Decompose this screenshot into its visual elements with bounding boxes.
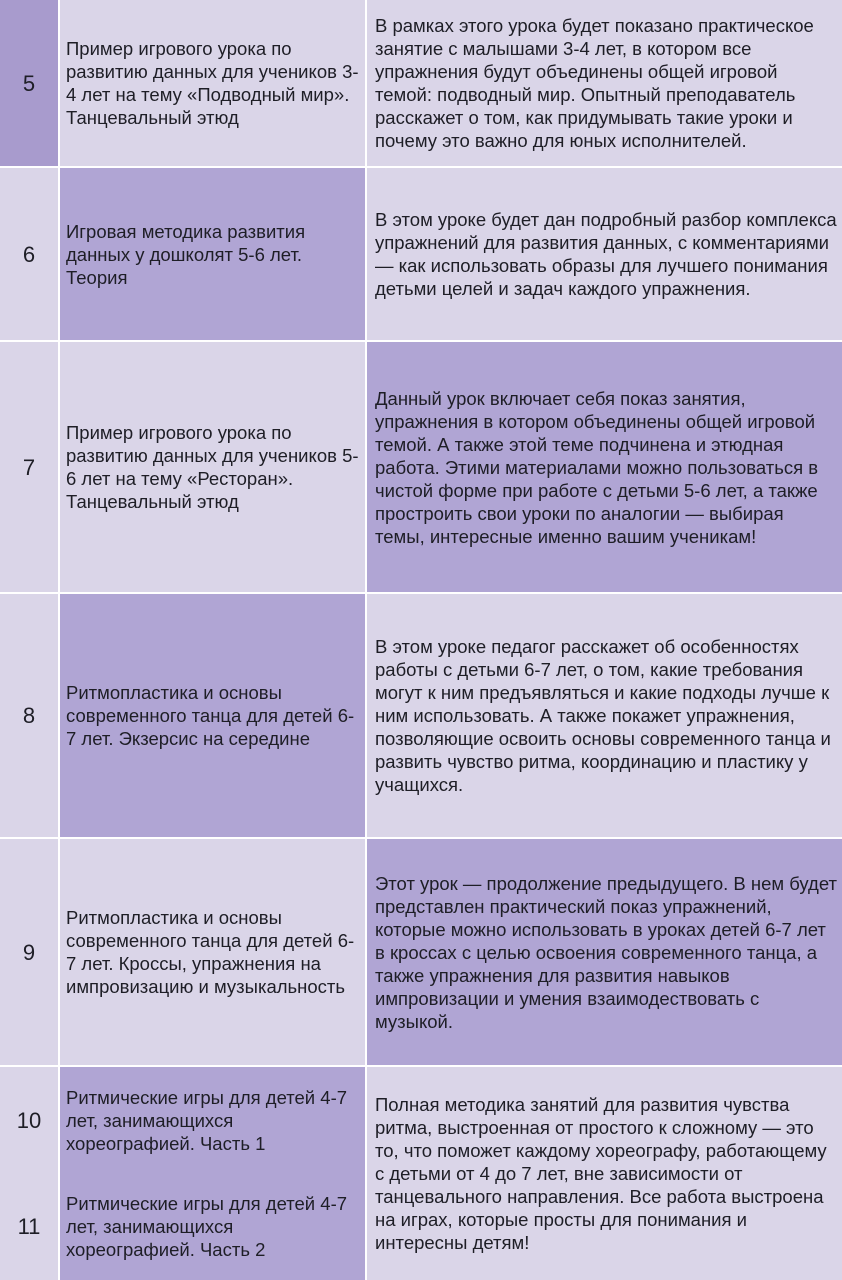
lesson-description-5: В рамках этого урока будет показано практическое занятие с малышами 3-4 лет, в котором все упражнения будут объединены общей игровой темой: подводный мир. Опытный преподаватель расскажет о том, как придумывать такие уроки и почему это важно для юных исполнителей. — [367, 0, 842, 166]
lesson-number-7: 7 — [0, 342, 58, 592]
lesson-description-10-11: Полная методика занятий для развития чувства ритма, выстроенная от простого к сложному — это то, что поможет каждому хореографу, работающему с детьми от 4 до 7 лет, вне зависимости от танцевального направления. Все работа выстроена на играх, которые просты для понимания и интересны детям! — [367, 1067, 842, 1280]
lesson-titles-10-11 — [60, 1067, 365, 1280]
lesson-number-11: 11 — [0, 1174, 58, 1280]
lesson-description-9: Этот урок — продолжение предыдущего. В нем будет представлен практический показ упражнений, которые можно использовать в уроках детей 6-7 лет в кроссах с целью освоения современного танца, а также упражнения для развития навыков импровизации и умения взаимодествовать с музыкой. — [367, 839, 842, 1065]
lesson-title-5: Пример игрового урока по развитию данных для учеников 3-4 лет на тему «Подводный мир». Танцевальный этюд — [60, 0, 365, 166]
lesson-title-6: Игровая методика развития данных у дошколят 5-6 лет. Теория — [60, 168, 365, 340]
lesson-number-6: 6 — [0, 168, 58, 340]
lesson-description-6: В этом уроке будет дан подробный разбор комплекса упражнений для развития данных, с комментариями — как использовать образы для лучшего понимания детьми целей и задач каждого упражнения. — [367, 168, 842, 340]
lesson-numbers-10-11 — [0, 1067, 58, 1280]
lesson-description-8: В этом уроке педагог расскажет об особенностях работы с детьми 6-7 лет, о том, какие требования могут к ним предъявляться и какие подходы лучше к ним использовать. А также покажет упражнения, позволяющие освоить основы современного танца и развить чувство ритма, координацию и пластику у учащихся. — [367, 594, 842, 837]
lesson-number-10: 10 — [0, 1067, 58, 1174]
lesson-title-10: Ритмические игры для детей 4-7 лет, занимающихся хореографией. Часть 1 — [60, 1067, 365, 1174]
lesson-number-5: 5 — [0, 0, 58, 166]
lesson-title-8: Ритмопластика и основы современного танца для детей 6-7 лет. Экзерсис на середине — [60, 594, 365, 837]
lesson-title-7: Пример игрового урока по развитию данных для учеников 5-6 лет на тему «Ресторан». Танцевальный этюд — [60, 342, 365, 592]
lesson-title-11: Ритмические игры для детей 4-7 лет, занимающихся хореографией. Часть 2 — [60, 1174, 365, 1280]
lesson-title-9: Ритмопластика и основы современного танца для детей 6-7 лет. Кроссы, упражнения на импровизацию и музыкальность — [60, 839, 365, 1065]
lesson-description-7: Данный урок включает себя показ занятия, упражнения в котором объединены общей игровой темой. А также этой теме подчинена и этюдная работа. Этими материалами можно пользоваться в чистой форме при работе с детьми 5-6 лет, а также простроить свои уроки по аналогии — выбирая темы, интересные именно вашим ученикам! — [367, 342, 842, 592]
lesson-number-8: 8 — [0, 594, 58, 837]
lesson-number-9: 9 — [0, 839, 58, 1065]
